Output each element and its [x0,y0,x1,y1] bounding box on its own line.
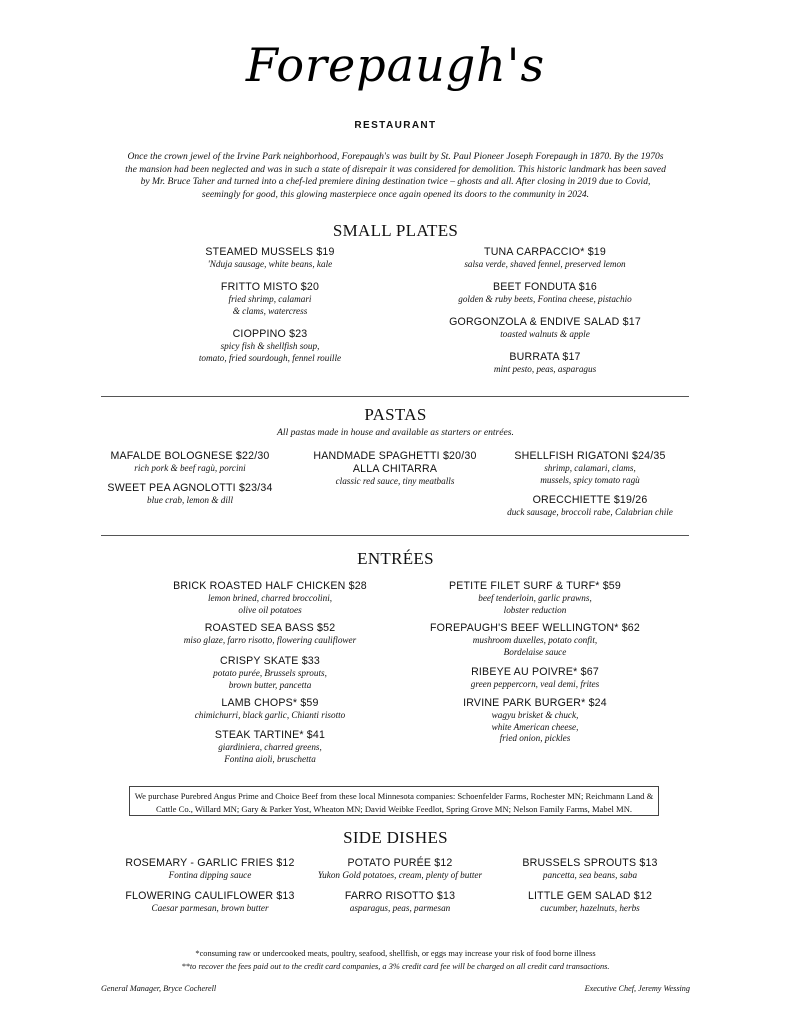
menu-item [290,857,510,882]
menu-item [385,666,685,691]
item-name: FARRO RISOTTO $13 [344,890,456,902]
menu-item [100,857,320,882]
item-description: giardiniera, charred greens, Fontina aioli, bruschetta [218,742,322,764]
menu-item [400,351,690,376]
item-description: green peppercorn, veal demi, frites [470,679,600,689]
item-description: mint pesto, peas, asparagus [493,364,597,374]
credit-card-fee-note: **to recover the fees paid out to the credit card companies, a 3% credit card fee will be charged on all credit card transactions. [181,962,610,971]
item-name: SWEET PEA AGNOLOTTI $23/34 [107,482,273,494]
item-description: cucumber, hazelnuts, herbs [540,903,640,913]
item-description: miso glaze, farro risotto, flowering cauliflower [183,635,357,645]
item-name: FRITTO MISTO $20 [220,281,320,293]
item-name: BURRATA $17 [509,351,581,363]
general-manager-signature: General Manager, Bryce Cocherell [101,984,217,993]
section-title-pastas: PASTAS [364,405,427,424]
menu-item [125,281,415,317]
divider [101,396,689,397]
item-description: fried shrimp, calamari & clams, watercress [228,294,312,316]
menu-item [385,580,685,616]
section-title-small-plates: SMALL PLATES [332,221,459,240]
menu-item [125,729,415,765]
item-description: potato purée, Brussels sprouts, brown butter, pancetta [213,668,327,690]
menu-item [295,450,495,488]
item-description: Yukon Gold potatoes, cream, plenty of butter [317,870,483,880]
menu-item [470,450,710,486]
item-description: pancetta, sea beans, saba [542,870,638,880]
menu-item [400,246,690,271]
menu-item [90,482,290,507]
item-description: salsa verde, shaved fennel, preserved lemon [464,259,626,269]
menu-item [125,622,415,647]
item-description: duck sausage, broccoli rabe, Calabrian chile [507,507,673,517]
item-description: mushroom duxelles, potato confit, Bordelaise sauce [472,635,598,657]
menu-item [125,246,415,271]
menu-item [470,494,710,519]
restaurant-logo: Forepaugh's [245,38,546,92]
menu-item [125,328,415,364]
item-name: MAFALDE BOLOGNESE $22/30 [110,450,270,462]
item-name: SHELLFISH RIGATONI $24/35 [514,450,666,462]
menu-item [125,697,415,722]
item-name: POTATO PURÉE $12 [347,857,453,869]
item-name: ROASTED SEA BASS $52 [204,622,336,634]
menu-item [400,281,690,306]
menu-item [480,890,700,915]
executive-chef-signature: Executive Chef, Jeremy Wessing [584,984,690,993]
menu-item [125,655,415,691]
menu-item [400,316,690,341]
item-description: Caesar parmesan, brown butter [151,903,269,913]
item-name: STEAMED MUSSELS $19 [205,246,335,258]
item-description: 'Nduja sausage, white beans, kale [207,259,333,269]
item-name: TUNA CARPACCIO* $19 [484,246,606,258]
item-description: lemon brined, charred broccolini, olive oil potatoes [207,593,333,615]
item-description: wagyu brisket & chuck, white American cheese, fried onion, pickles [491,710,579,744]
item-name: LAMB CHOPS* $59 [221,697,319,709]
item-description: classic red sauce, tiny meatballs [335,476,455,486]
item-name: BRUSSELS SPROUTS $13 [522,857,658,869]
menu-item [125,580,415,616]
item-name: CRISPY SKATE $33 [220,655,320,667]
section-title-entrees: ENTRÉES [357,549,434,568]
item-name: ROSEMARY - GARLIC FRIES $12 [125,857,295,869]
item-description: Fontina dipping sauce [168,870,252,880]
item-name: BEET FONDUTA $16 [492,281,598,293]
item-description: beef tenderloin, garlic prawns, lobster reduction [478,593,592,615]
menu-item [480,857,700,882]
item-name: FOREPAUGH'S BEEF WELLINGTON* $62 [430,622,640,634]
section-title-side-dishes: SIDE DISHES [343,828,448,847]
item-name: IRVINE PARK BURGER* $24 [463,697,607,709]
intro-paragraph: Once the crown jewel of the Irvine Park neighborhood, Forepaugh's was built by St. Paul Pioneer Joseph Forepaugh in 1870. By the 1970s the mansion had been neglected and was in such a state of disrepair it was considered for demolition. This historic landmark has been saved by Mr. Bruce Taher and turned into a chef-led premiere dining destination twice – ghosts and all. After closing in 2019 due to Covid, seemingly for good, this glowing masterpiece once again opened its doors to the community in 2024. [125,151,666,200]
item-description: chimichurri, black garlic, Chianti risotto [194,710,346,720]
item-name: GORGONZOLA & ENDIVE SALAD $17 [449,316,641,328]
beef-sourcing-note: We purchase Purebred Angus Prime and Choice Beef from these local Minnesota companies: Schoenfelder Farms, Rochester MN; Reichmann Land & Cattle Co., Willard MN; Gary & Parker Yost, Wheaton MN; David Weibke Feedlot, Spring Grove MN; Nelson Family Farms, Mabel MN. [129,786,659,816]
menu-item [385,622,685,658]
item-name: ORECCHIETTE $19/26 [532,494,648,506]
divider [101,535,689,536]
item-description: toasted walnuts & apple [500,329,590,339]
raw-food-disclaimer: *consuming raw or undercooked meats, poultry, seafood, shellfish, or eggs may increase your risk of food borne illness [195,949,596,958]
item-description: blue crab, lemon & dill [147,495,233,505]
item-name: FLOWERING CAULIFLOWER $13 [125,890,295,902]
item-description: shrimp, calamari, clams, mussels, spicy tomato ragù [540,463,640,485]
menu-item [290,890,510,915]
item-name: CIOPPINO $23 [232,328,308,340]
item-description: asparagus, peas, parmesan [349,903,451,913]
item-description: rich pork & beef ragù, porcini [134,463,246,473]
menu-item [385,697,685,745]
menu-item [90,450,290,475]
item-description: spicy fish & shellfish soup, tomato, fried sourdough, fennel rouille [198,341,342,363]
item-name: RIBEYE AU POIVRE* $67 [471,666,599,678]
restaurant-subtitle: RESTAURANT [354,120,437,131]
item-name: HANDMADE SPAGHETTI $20/30 ALLA CHITARRA [313,450,477,475]
pastas-note: All pastas made in house and available as starters or entrées. [277,427,514,438]
item-description: golden & ruby beets, Fontina cheese, pistachio [458,294,632,304]
item-name: LITTLE GEM SALAD $12 [527,890,653,902]
item-name: STEAK TARTINE* $41 [214,729,326,741]
item-name: BRICK ROASTED HALF CHICKEN $28 [173,580,367,592]
item-name: PETITE FILET SURF & TURF* $59 [448,580,621,592]
menu-item [100,890,320,915]
